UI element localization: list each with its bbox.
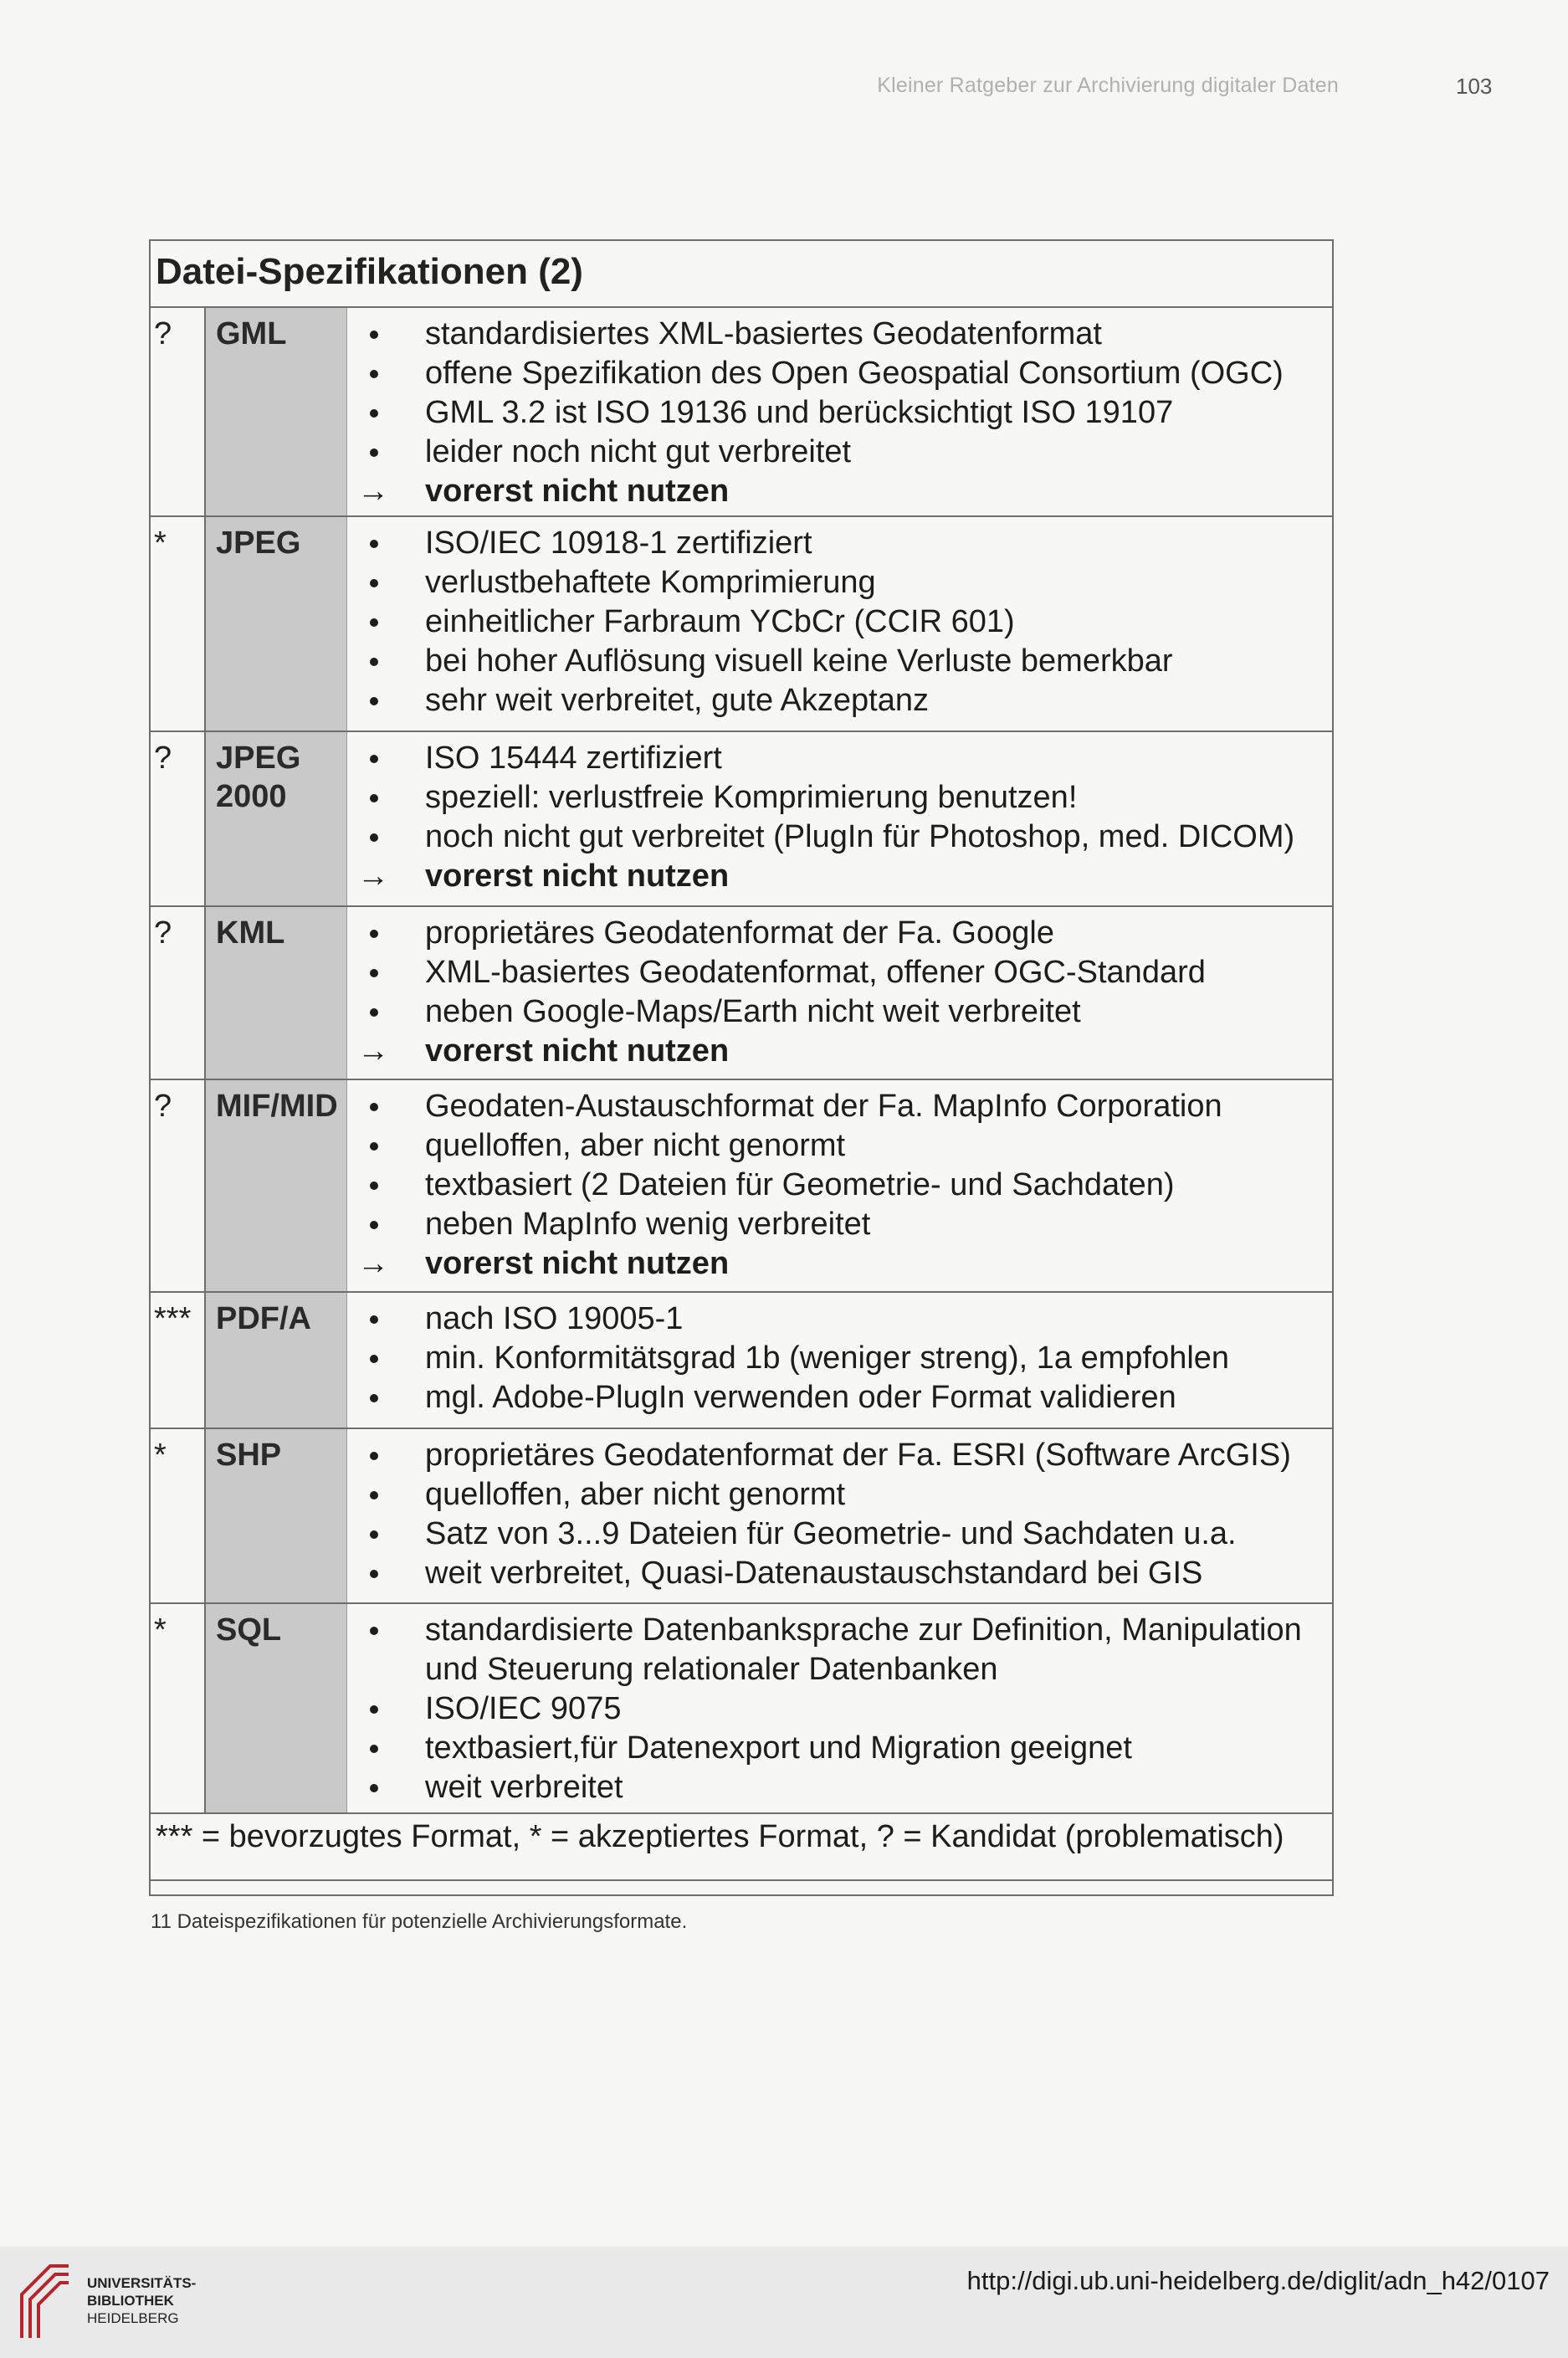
format-row — [151, 907, 1332, 1080]
item-text: vorerst nicht nutzen — [425, 474, 730, 509]
item-text: proprietäres Geodatenformat der Fa. ESRI (Software ArcGIS) — [425, 1438, 1291, 1473]
format-row — [151, 308, 1332, 517]
library-name-line3: HEIDELBERG — [87, 2310, 179, 2326]
format-row — [151, 1604, 1332, 1814]
feature-item — [356, 1205, 1325, 1244]
legend: *** = bevorzugtes Format, * = akzeptiertes Format, ? = Kandidat (problematisch) — [156, 1819, 1284, 1854]
feature-item — [356, 393, 1325, 433]
feature-item — [356, 433, 1325, 472]
bullet-icon — [370, 331, 378, 339]
feature-item — [356, 1166, 1325, 1205]
feature-item — [356, 1126, 1325, 1166]
feature-item — [356, 992, 1325, 1032]
format-row — [151, 1293, 1332, 1429]
bullet-icon — [370, 794, 378, 802]
recommendation-item — [356, 857, 1325, 896]
item-text: sehr weit verbreitet, gute Akzeptanz — [425, 683, 929, 718]
page-number: 103 — [1456, 74, 1493, 99]
rating-symbol: * — [154, 525, 167, 561]
format-cell — [204, 1080, 347, 1291]
item-text: proprietäres Geodatenformat der Fa. Google — [425, 915, 1054, 951]
feature-item — [356, 642, 1325, 681]
arrow-icon: → — [357, 474, 389, 509]
item-text: Geodaten-Austauschformat der Fa. MapInfo Corporation — [425, 1089, 1222, 1124]
footer-bar — [0, 2247, 1568, 2358]
source-url[interactable]: http://digi.ub.uni-heidelberg.de/diglit/adn_h42/0107 — [966, 2266, 1550, 2295]
rating-symbol: ? — [154, 915, 172, 951]
item-text: GML 3.2 ist ISO 19136 und berücksichtigt ISO 19107 — [425, 395, 1174, 430]
bullet-icon — [370, 409, 378, 418]
feature-list — [356, 914, 1325, 1071]
feature-item — [356, 953, 1325, 992]
bullet-icon — [370, 1394, 378, 1402]
recommendation-item — [356, 1244, 1325, 1284]
format-name: SQL — [216, 1612, 282, 1648]
item-text: quelloffen, aber nicht genormt — [425, 1128, 846, 1163]
specification-box — [149, 239, 1334, 1896]
format-cell — [204, 1293, 347, 1428]
arrow-icon: → — [357, 859, 389, 894]
feature-item — [356, 739, 1325, 778]
bullet-icon — [370, 1142, 378, 1151]
feature-list — [356, 1436, 1325, 1593]
box-title: Datei-Spezifikationen (2) — [156, 251, 583, 292]
item-text: ISO/IEC 9075 — [425, 1691, 622, 1726]
feature-item — [356, 524, 1325, 563]
format-name: JPEG — [216, 525, 301, 561]
item-text: offene Spezifikation des Open Geospatial Consortium (OGC) — [425, 356, 1284, 391]
format-row — [151, 1080, 1332, 1293]
bullet-icon — [370, 1784, 378, 1792]
feature-list — [356, 1087, 1325, 1284]
rating-symbol: ? — [154, 1089, 172, 1124]
library-name-line2: BIBLIOTHEK — [87, 2293, 174, 2309]
figure-caption: 11 Dateispezifikationen für potenzielle Archivierungsformate. — [151, 1910, 688, 1933]
feature-item — [356, 1554, 1325, 1593]
item-text: bei hoher Auflösung visuell keine Verluste bemerkbar — [425, 643, 1173, 679]
item-text: standardisierte Datenbanksprache zur Definition, Manipulation und Steuerung relationaler Datenbanken — [425, 1612, 1302, 1687]
bullet-icon — [370, 1221, 378, 1229]
bullet-icon — [370, 618, 378, 627]
item-text: speziell: verlustfreie Komprimierung benutzen! — [425, 780, 1078, 815]
item-text: neben Google-Maps/Earth nicht weit verbreitet — [425, 994, 1081, 1029]
item-text: textbasiert (2 Dateien für Geometrie- und Sachdaten) — [425, 1167, 1175, 1202]
item-text: quelloffen, aber nicht genormt — [425, 1477, 846, 1512]
item-text: ISO 15444 zertifiziert — [425, 741, 722, 776]
feature-item — [356, 1087, 1325, 1126]
item-text: ISO/IEC 10918-1 zertifiziert — [425, 525, 812, 561]
item-text: mgl. Adobe-PlugIn verwenden oder Format validieren — [425, 1380, 1176, 1415]
bullet-icon — [370, 658, 378, 666]
feature-item — [356, 1475, 1325, 1515]
bullet-icon — [370, 1452, 378, 1460]
feature-item — [356, 818, 1325, 857]
item-text: vorerst nicht nutzen — [425, 859, 730, 894]
format-cell — [204, 1429, 347, 1602]
bullet-icon — [370, 1182, 378, 1190]
running-head: Kleiner Ratgeber zur Archivierung digitaler Daten — [877, 74, 1339, 97]
feature-item — [356, 1515, 1325, 1554]
item-text: neben MapInfo wenig verbreitet — [425, 1207, 871, 1242]
item-text: Satz von 3...9 Dateien für Geometrie- und Sachdaten u.a. — [425, 1516, 1237, 1551]
bullet-icon — [370, 1705, 378, 1714]
bullet-icon — [370, 755, 378, 763]
item-text: min. Konformitätsgrad 1b (weniger streng), 1a empfohlen — [425, 1340, 1230, 1376]
bullet-icon — [370, 1008, 378, 1017]
item-text: verlustbehaftete Komprimierung — [425, 565, 876, 600]
item-text: einheitlicher Farbraum YCbCr (CCIR 601) — [425, 604, 1015, 639]
item-text: textbasiert,für Datenexport und Migration geeignet — [425, 1730, 1132, 1766]
rating-symbol: ? — [154, 316, 172, 351]
library-logo-icon — [17, 2258, 74, 2341]
feature-list — [356, 1611, 1325, 1807]
feature-item — [356, 1339, 1325, 1378]
item-text: XML-basiertes Geodatenformat, offener OGC-Standard — [425, 955, 1206, 990]
format-cell — [204, 907, 347, 1079]
feature-item — [356, 681, 1325, 720]
format-name: MIF/MID — [216, 1089, 338, 1124]
bullet-icon — [370, 1570, 378, 1578]
bullet-icon — [370, 579, 378, 587]
bullet-icon — [370, 1627, 378, 1635]
feature-item — [356, 563, 1325, 602]
item-text: standardisiertes XML-basiertes Geodatenformat — [425, 316, 1102, 351]
rating-symbol: ? — [154, 741, 172, 776]
feature-item — [356, 1768, 1325, 1807]
feature-item — [356, 914, 1325, 953]
feature-item — [356, 1611, 1325, 1689]
feature-list — [356, 524, 1325, 720]
item-text: weit verbreitet — [425, 1770, 623, 1805]
format-cell — [204, 732, 347, 905]
bullet-icon — [370, 697, 378, 705]
bullet-icon — [370, 930, 378, 938]
item-text: noch nicht gut verbreitet (PlugIn für Photoshop, med. DICOM) — [425, 819, 1295, 854]
recommendation-item — [356, 472, 1325, 511]
bullet-icon — [370, 1103, 378, 1111]
bullet-icon — [370, 449, 378, 457]
rating-symbol: *** — [154, 1301, 192, 1336]
feature-list — [356, 739, 1325, 896]
bullet-icon — [370, 1491, 378, 1499]
rating-symbol: * — [154, 1438, 167, 1473]
recommendation-item — [356, 1032, 1325, 1071]
feature-item — [356, 1299, 1325, 1339]
bullet-icon — [370, 1315, 378, 1324]
format-row — [151, 1429, 1332, 1604]
bullet-icon — [370, 1355, 378, 1363]
feature-item — [356, 1729, 1325, 1768]
arrow-icon: → — [357, 1246, 389, 1281]
feature-item — [356, 1378, 1325, 1417]
bullet-icon — [370, 969, 378, 977]
legend-divider — [151, 1879, 1332, 1881]
feature-item — [356, 778, 1325, 818]
item-text: weit verbreitet, Quasi-Datenaustauschstandard bei GIS — [425, 1556, 1203, 1591]
feature-item — [356, 315, 1325, 354]
feature-list — [356, 315, 1325, 511]
bullet-icon — [370, 1745, 378, 1753]
format-row — [151, 517, 1332, 732]
format-name: SHP — [216, 1438, 282, 1473]
format-cell — [204, 517, 347, 730]
bullet-icon — [370, 540, 378, 548]
format-cell — [204, 308, 347, 515]
format-name: PDF/A — [216, 1301, 311, 1336]
bullet-icon — [370, 370, 378, 378]
item-text: nach ISO 19005-1 — [425, 1301, 684, 1336]
format-name: JPEG 2000 — [216, 741, 301, 814]
library-name-line1: UNIVERSITÄTS- — [87, 2275, 197, 2291]
format-cell — [204, 1604, 347, 1812]
item-text: vorerst nicht nutzen — [425, 1246, 730, 1281]
feature-item — [356, 1689, 1325, 1729]
feature-item — [356, 354, 1325, 393]
format-row — [151, 732, 1332, 907]
item-text: leider noch nicht gut verbreitet — [425, 434, 852, 469]
arrow-icon: → — [357, 1033, 389, 1069]
bullet-icon — [370, 833, 378, 842]
bullet-icon — [370, 1530, 378, 1539]
feature-item — [356, 602, 1325, 642]
feature-item — [356, 1436, 1325, 1475]
format-name: GML — [216, 316, 287, 351]
library-name — [87, 2274, 196, 2327]
format-name: KML — [216, 915, 285, 951]
item-text: vorerst nicht nutzen — [425, 1033, 730, 1069]
rating-symbol: * — [154, 1612, 167, 1648]
feature-list — [356, 1299, 1325, 1417]
